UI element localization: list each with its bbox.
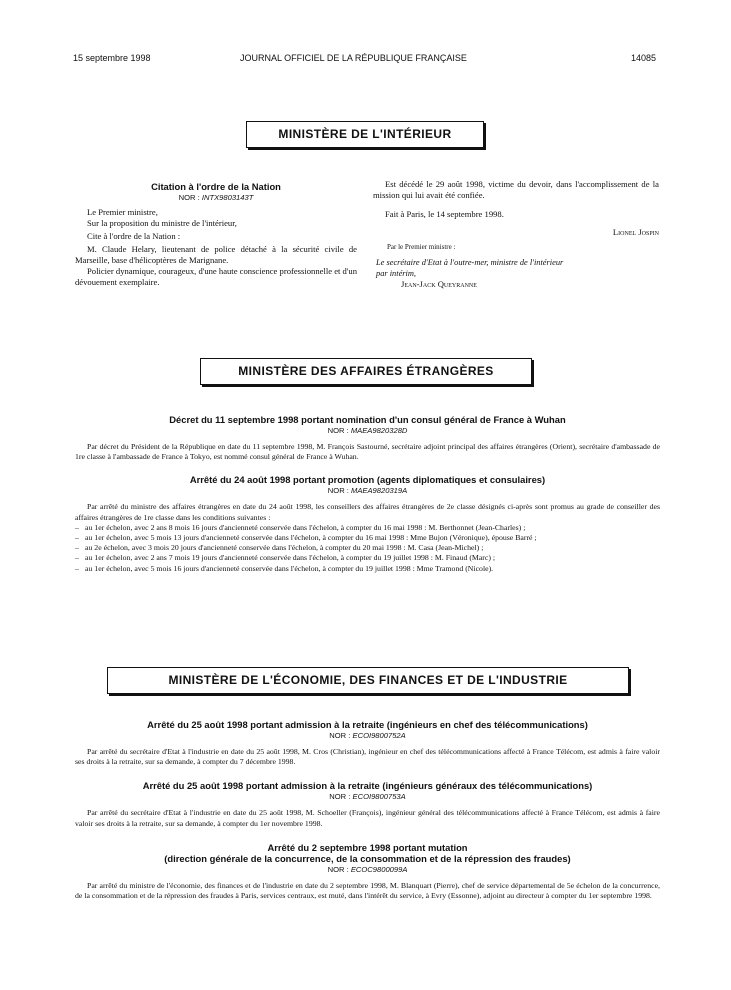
- nor-label: NOR :: [178, 193, 200, 202]
- arrete-mutation-text: Par arrêté du ministre de l'économie, des finances et de l'industrie en date du 2 septembre 1998, M. Blanquart (Pierre), chef de service départemental de 5e échelon de la concurrence, de la consommation et de la répression des fraudes à Paris, services centraux, est muté, dans l'intérêt du service, à Evry (Essonne), adjoint au directeur à compter du 1er septembre 1998.: [75, 880, 660, 901]
- left-column-interieur: [75, 181, 357, 288]
- arrete-mutation-title-line1: Arrêté du 2 septembre 1998 portant mutation: [267, 841, 468, 853]
- section-heading-affaires-etrangeres: MINISTÈRE DES AFFAIRES ÉTRANGÈRES: [200, 358, 532, 385]
- nor-label: NOR :: [327, 864, 349, 874]
- arrete-promotion-text: Par arrêté du ministre des affaires étrangères en date du 24 août 1998, les conseillers des affaires étrangères de 2e classe désignés ci-après sont promus au grade de conseiller des affaires étrangères de 1re classe dans les conditions suivantes :: [75, 502, 660, 522]
- citation-nor: [75, 193, 357, 202]
- right-column-interieur: [373, 179, 659, 289]
- nor-label: NOR :: [329, 731, 351, 740]
- arrete-mutation-title-line2: (direction générale de la concurrence, de la consommation et de la répression des fraudes): [164, 852, 571, 864]
- list-item: – au 2e échelon, avec 3 mois 20 jours d'ancienneté conservée dans l'échelon, à compter du 20 mai 1998 : M. Casa (Jean-Michel) ;: [75, 543, 660, 553]
- nor-label: NOR :: [327, 426, 349, 435]
- affaires-etrangeres-content: [75, 414, 660, 574]
- paragraph: Cite à l'ordre de la Nation :: [87, 231, 181, 241]
- list-item: – au 1er échelon, avec 5 mois 16 jours d'ancienneté conservée dans l'échelon, à compter du 19 juillet 1998 : Mme Tramond (Nicole).: [75, 564, 660, 574]
- arrete-promotion-nor: [75, 486, 660, 495]
- nor-label: NOR :: [327, 486, 349, 496]
- paragraph: M. Claude Helary, lieutenant de police détaché à la sécurité civile de Marseille, base d'hélicoptères de Marignane.: [75, 244, 357, 265]
- promotion-list: [75, 523, 660, 574]
- header-page-number: 14085: [631, 53, 657, 63]
- header-date: 15 septembre 1998: [73, 53, 151, 63]
- arrete-retraite-2-text: Par arrêté du secrétaire d'Etat à l'industrie en date du 25 août 1998, M. Schoeller (François), ingénieur général des télécommunications affecté à France Télécom, est admis à faire valoir ses droits à la retraite, sur sa demande, à compter du 1er novembre 1998.: [75, 808, 660, 828]
- list-item: – au 1er échelon, avec 5 mois 13 jours d'ancienneté conservée dans l'échelon, à compter du 16 mai 1998 : Mme Bujon (Véronique), épouse Barré ;: [75, 533, 660, 543]
- nor-code: INTX9803143T: [201, 193, 254, 202]
- arrete-retraite-1-title: Arrêté du 25 août 1998 portant admission à la retraite (ingénieurs en chef des télécommunications): [147, 719, 588, 730]
- header-journal-title: JOURNAL OFFICIEL DE LA RÉPUBLIQUE FRANÇAISE: [240, 53, 467, 63]
- nor-code: ECOI9800753A: [352, 792, 406, 802]
- secretaire-title: Le secrétaire d'Etat à l'outre-mer, ministre de l'intérieur par intérim,: [376, 258, 564, 278]
- section-heading-interieur: MINISTÈRE DE L'INTÉRIEUR: [246, 121, 484, 148]
- decret-title: Décret du 11 septembre 1998 portant nomination d'un consul général de France à Wuhan: [169, 414, 566, 425]
- citation-title: Citation à l'ordre de la Nation: [151, 181, 281, 192]
- paragraph: Le Premier ministre,: [87, 207, 158, 217]
- paragraph: Policier dynamique, courageux, d'une haute conscience professionnelle et d'un dévouement exemplaire.: [75, 266, 357, 287]
- decret-text: Par décret du Président de la République en date du 11 septembre 1998, M. François Sastourné, secrétaire adjoint principal des affaires étrangères (Orient), secrétaire d'ambassade de 1re classe à l'ambassade de France à Tokyo, est nommé consul général de France à Wuhan.: [75, 442, 660, 462]
- section-heading-economie: MINISTÈRE DE L'ÉCONOMIE, DES FINANCES ET DE L'INDUSTRIE: [107, 667, 629, 694]
- nor-code: MAEA9820319A: [351, 486, 408, 496]
- paragraph: Est décédé le 29 août 1998, victime du devoir, dans l'accomplissement de la mission qui lui avait été confiée.: [373, 179, 659, 200]
- secretaire-name: Jean-Jack Queyranne: [401, 279, 477, 289]
- paragraph: Sur la proposition du ministre de l'intérieur,: [87, 218, 237, 228]
- decret-nor: [75, 426, 660, 435]
- arrete-mutation-nor: [75, 865, 660, 874]
- list-item: – au 1er échelon, avec 2 ans 8 mois 16 jours d'ancienneté conservée dans l'échelon, à compter du 16 mai 1998 : M. Berthonnet (Jean-Charles) ;: [75, 523, 660, 533]
- economie-content: [75, 719, 660, 901]
- arrete-retraite-1-nor: [75, 731, 660, 740]
- paragraph: Fait à Paris, le 14 septembre 1998.: [385, 209, 504, 219]
- arrete-retraite-2-title: Arrêté du 25 août 1998 portant admission à la retraite (ingénieurs généraux des télécommunications): [142, 780, 593, 792]
- arrete-retraite-1-text: Par arrêté du secrétaire d'Etat à l'industrie en date du 25 août 1998, M. Cros (Christian), ingénieur en chef des télécommunications affecté à France Télécom, est admis à faire valoir ses droits à la retraite, sur sa demande, à compter du 7 décembre 1998.: [75, 747, 660, 767]
- nor-label: NOR :: [329, 792, 351, 802]
- arrete-retraite-2-nor: [75, 792, 660, 801]
- nor-code: ECOC9800099A: [350, 864, 408, 874]
- nor-code: ECOI9800752A: [352, 731, 406, 740]
- list-item: – au 1er échelon, avec 2 ans 7 mois 19 jours d'ancienneté conservée dans l'échelon, à compter du 19 juillet 1998 : M. Finaud (Marc) ;: [75, 553, 660, 563]
- par-premier-ministre: Par le Premier ministre :: [387, 243, 456, 251]
- signature: Lionel Jospin: [612, 227, 659, 237]
- arrete-promotion-title: Arrêté du 24 août 1998 portant promotion (agents diplomatiques et consulaires): [189, 474, 546, 486]
- nor-code: MAEA9820328D: [350, 426, 408, 435]
